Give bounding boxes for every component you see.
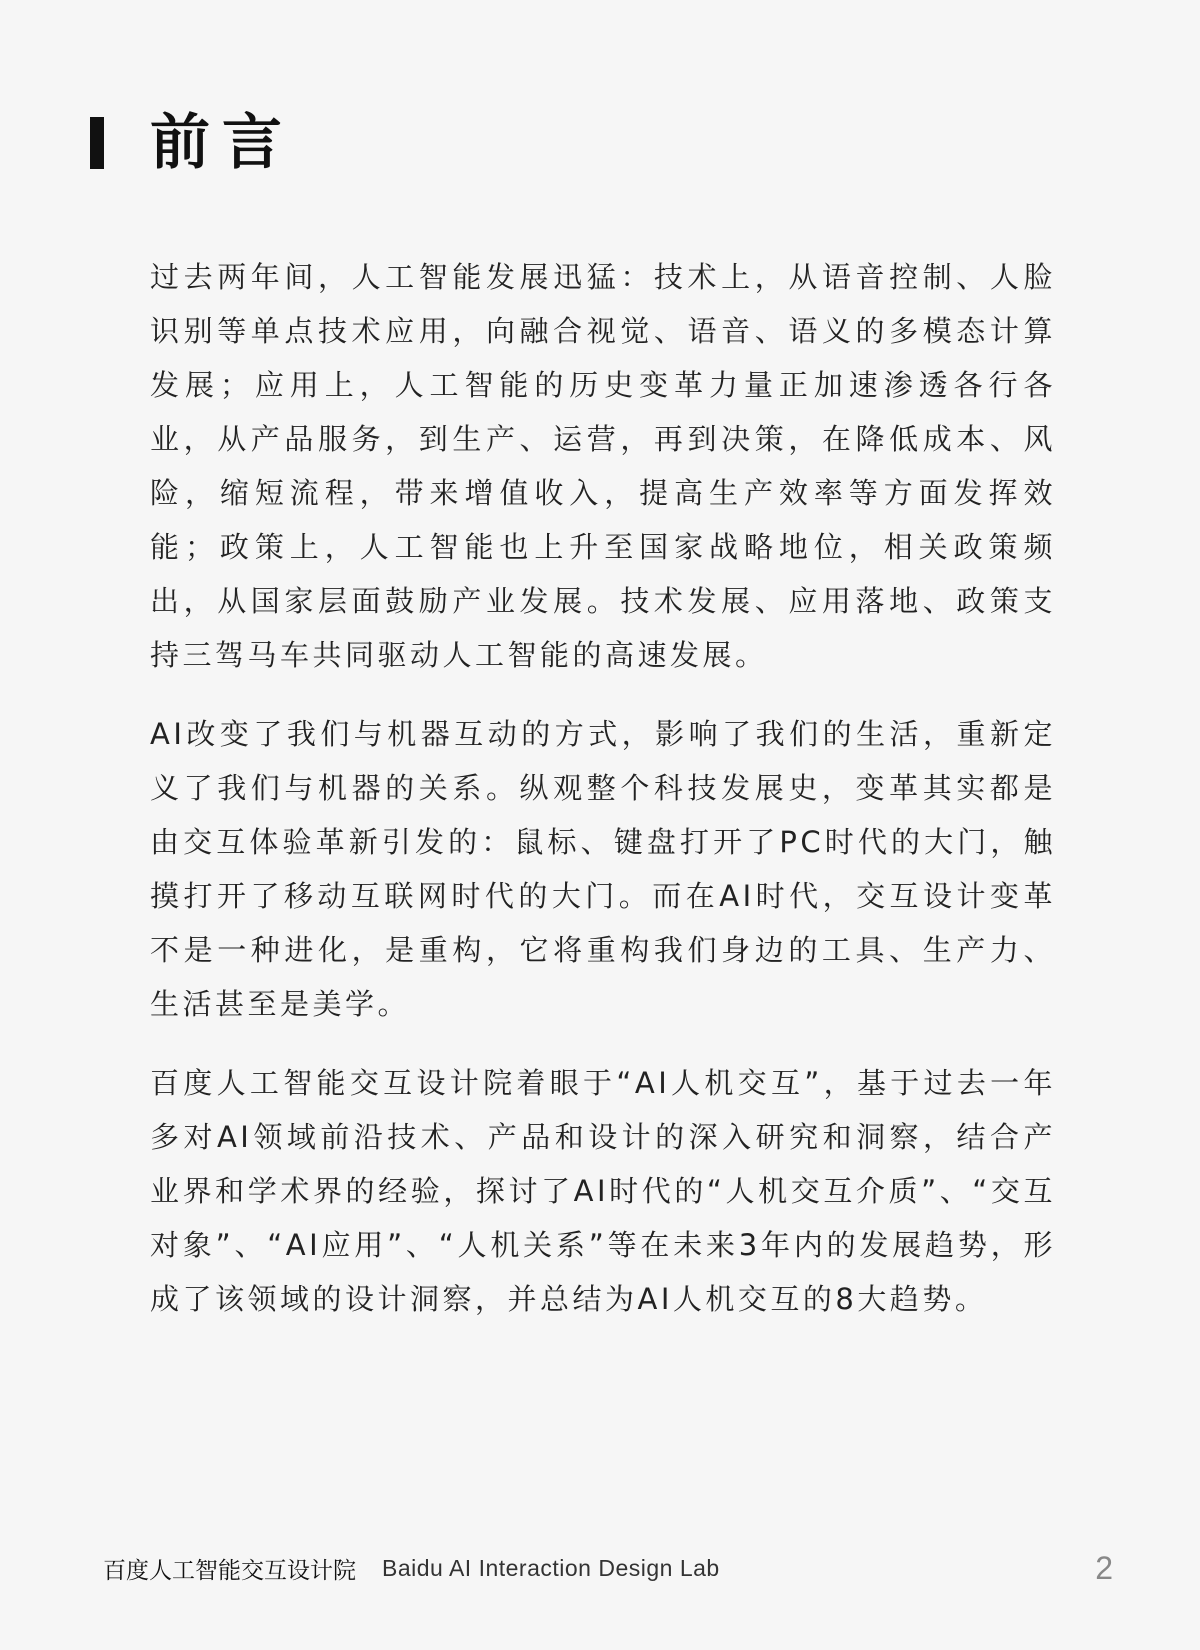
footer-org-name: 百度人工智能交互设计院 (103, 1557, 356, 1584)
paragraph-2: AI改变了我们与机器互动的方式，影响了我们的生活，重新定义了我们与机器的关系。纵观整个科技发展史，变革其实都是由交互体验革新引发的：鼠标、键盘打开了PC时代的大门，触摸打开了移动互联网时代的大门。而在AI时代，交互设计变革不是一种进化，是重构，它将重构我们身边的工具、生产力、生活甚至是美学。 (150, 717, 1056, 1021)
section-heading (90, 108, 294, 178)
heading-bar-marker (90, 117, 104, 169)
footer-org-name-en: Baidu AI Interaction Design Lab (382, 1554, 720, 1581)
page-title: 前言 (150, 108, 294, 178)
page-footer (103, 1548, 1113, 1588)
paragraph-1: 过去两年间，人工智能发展迅猛：技术上，从语音控制、人脸识别等单点技术应用，向融合视觉、语音、语义的多模态计算发展；应用上，人工智能的历史变革力量正加速渗透各行各业，从产品服务，到生产、运营，再到决策，在降低成本、风险，缩短流程，带来增值收入，提高生产效率等方面发挥效能；政策上，人工智能也上升至国家战略地位，相关政策频出，从国家层面鼓励产业发展。技术发展、应用落地、政策支持三驾马车共同驱动人工智能的高速发展。 (150, 260, 1056, 672)
paragraph-3: 百度人工智能交互设计院着眼于“AI人机交互”，基于过去一年多对AI领域前沿技术、产品和设计的深入研究和洞察，结合产业界和学术界的经验，探讨了AI时代的“人机交互介质”、“交互对象”、“AI应用”、“人机关系”等在未来3年内的发展趋势，形成了该领域的设计洞察，并总结为AI人机交互的8大趋势。 (150, 1066, 1056, 1316)
page-number: 2 (1095, 1549, 1113, 1586)
body-text (150, 250, 1056, 1351)
